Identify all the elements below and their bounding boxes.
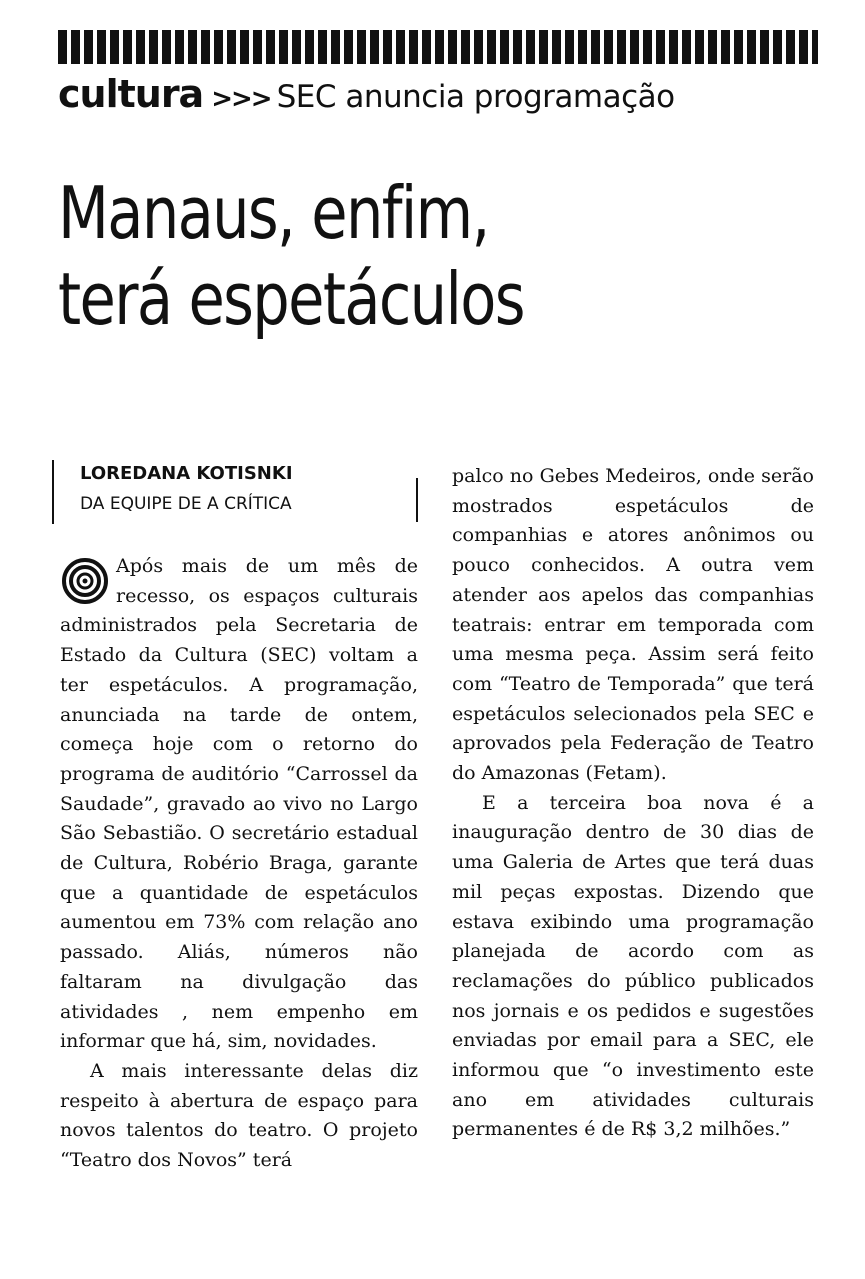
paragraph: A mais interessante delas diz respeito à abertura de espaço para novos talentos do teatro. O projeto “Teatro dos Novos” terá: [60, 1059, 418, 1172]
kicker-arrows: >>>: [211, 84, 271, 114]
paragraph: palco no Gebes Medeiros, onde serão mostrados espetáculos de companhias e atores anônimos ou pouco conhecidos. A outra vem atender aos apelos das companhias teatrais: entrar em temporada com uma mesma peça. Assim será feito com “Teatro de Temporada” que terá espetáculos selecionados pela SEC e aprovados pela Federação de Teatro do Amazonas (Fetam).: [452, 465, 814, 785]
headline-line-2: terá espetáculos: [58, 257, 524, 341]
article-column-2: [452, 462, 814, 1145]
bullseye-icon: [60, 556, 110, 606]
author-name: LOREDANA KOTISNKI: [80, 463, 293, 484]
article-column-1: [60, 552, 418, 1176]
kicker-subtitle: SEC anuncia programação: [276, 79, 675, 115]
author-team: DA EQUIPE DE A CRÍTICA: [80, 494, 292, 514]
paragraph: Após mais de um mês de recesso, os espaços culturais administrados pela Secretaria de Estado da Cultura (SEC) voltam a ter espetáculos. A programação, anunciada na tarde de ontem, começa hoje com o retorno do programa de auditório “Carrossel da Saudade”, gravado ao vivo no Largo São Sebastião. O secretário estadual de Cultura, Robério Braga, garante que a quantidade de espetáculos aumentou em 73% com relação ano passado. Aliás, números não faltaram na divulgação das atividades , nem empenho em informar que há, sim, novidades.: [60, 555, 418, 1053]
section-rule-bar: [58, 30, 818, 64]
headline: [58, 170, 681, 342]
byline: [52, 460, 293, 524]
column-divider: [416, 478, 418, 522]
section-label: cultura: [58, 72, 204, 116]
section-kicker: [58, 72, 675, 122]
paragraph: E a terceira boa nova é a inauguração dentro de 30 dias de uma Galeria de Artes que terá duas mil peças expostas. Dizendo que estava exibindo uma programação planejada de acordo com as reclamações do público publicados nos jornais e os pedidos e sugestões enviadas por email para a SEC, ele informou que “o investimento este ano em atividades culturais permanentes é de R$ 3,2 milhões.”: [452, 791, 814, 1141]
headline-line-1: Manaus, enfim,: [58, 171, 489, 255]
